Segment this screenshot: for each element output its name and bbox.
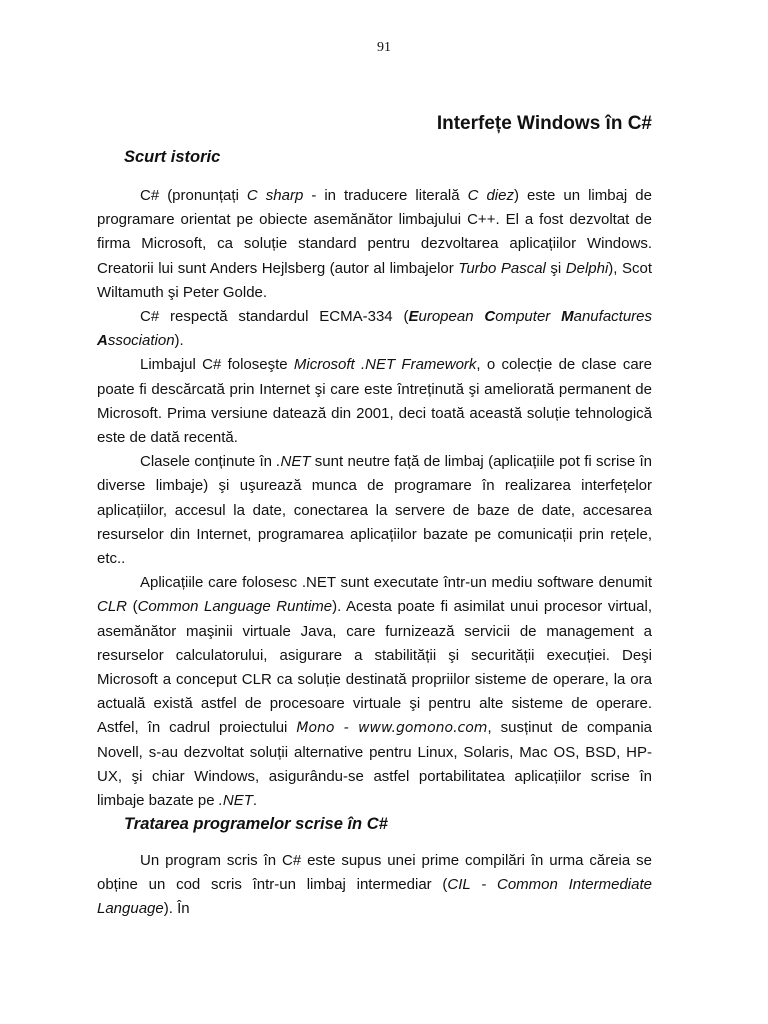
text: ). [174,332,184,350]
paragraph-clr [97,571,652,813]
term: ssociation [107,332,175,350]
mono-project-link: Mono - www.gomono.com [296,720,488,737]
text: ). Acesta poate fi asimilat unui procesor virtual, asemănător maşinii virtuale Java, care furnizează servicii de management a resurselor calculatorului, asigurare a stabilității şi securității execuției. Deşi Microsoft a conceput CLR ca soluție destinată propriilor sisteme de operare, la ora actuală există astfel de procesoare virtuale şi pentru alte sisteme de operare. Astfel, în cadrul proiectului [97,598,652,737]
term: anufactures [573,308,653,326]
paragraph-framework [97,353,652,450]
text: sunt neutre față de limbaj (aplicațiile pot fi scrise în diverse limbaje) şi uşurează munca de programare în realizarea interfețelor aplicațiilor, accesul la date, conectarea la servere de baze de date, accesarea resurselor din Internet, programarea aplicațiilor bazate pe comunicații prin rețele, etc.. [97,453,653,568]
text: , susținut de compania Novell, s-au dezvoltat soluții alternative pentru Linux, Solaris, Mac OS, BSD, HP-UX, şi chiar Windows, asigurându-se astfel portabilitatea aplicațiilor scrise în limbaje bazate pe [97,719,652,810]
text: ), Scot Wiltamuth şi Peter Golde. [97,259,652,301]
paragraph-ecma [97,305,652,353]
acronym-letter: E [408,308,419,326]
text: Clasele conținute în [140,453,277,471]
page-number: 91 [377,40,391,55]
term: CIL - Common Intermediate Language [97,876,652,918]
term: Delphi [565,259,609,277]
text: , o colecție de clase care poate fi descărcată prin Internet şi care este întreținută şi ameliorată permanent de Microsoft. Prima versiune datează din 2001, deci toată această soluție tehnologică este de dată recentă. [97,356,652,447]
text: Limbajul C# foloseşte [140,356,294,374]
term: .NET [218,792,253,810]
text: Aplicațiile care folosesc .NET sunt executate într-un mediu software denumit [140,574,652,592]
text: - in traducere literală [303,187,468,204]
acronym-letter: M [561,308,574,326]
text: şi [545,259,566,277]
term: Microsoft .NET Framework [293,356,477,374]
text: ). În [163,900,190,918]
section-heading-tratarea-programelor: Tratarea programelor scrise în C# [124,815,388,833]
paragraph-classes [97,450,652,571]
text: . [252,792,258,810]
term: .NET [276,453,311,471]
paragraph-intro [97,184,652,305]
term: omputer [495,308,562,326]
text: ) este un limbaj de programare orientat pe obiecte asemănător limbajului C++. El a fost dezvoltat de firma Microsoft, ca soluție standard pentru dezvoltarea aplicațiilor Windows. Creatorii lui sunt Anders Hejlsberg (autor al limbajelor [97,187,652,277]
text: ( [127,598,138,616]
text: Un program scris în C# este supus unei prime compilări în urma căreia se obține un cod scris într-un limbaj intermediar ( [97,852,652,894]
term: Common Language Runtime [137,598,333,616]
acronym-letter: A [97,332,108,350]
term: uropean [418,308,485,326]
paragraph-compilation [97,849,652,922]
text: C# (pronunțați [140,187,247,204]
acronym-letter: C [484,308,496,326]
term: C diez [467,187,514,204]
section-heading-scurt-istoric: Scurt istoric [124,148,221,166]
section-body-scurt-istoric [97,184,652,813]
term: Turbo Pascal [458,259,546,277]
chapter-title: Interfețe Windows în C# [436,113,652,134]
text: C# respectă standardul ECMA-334 ( [140,308,409,326]
term: CLR [97,598,128,616]
section-body-tratarea-programelor [97,849,652,922]
term: C sharp [246,187,304,204]
